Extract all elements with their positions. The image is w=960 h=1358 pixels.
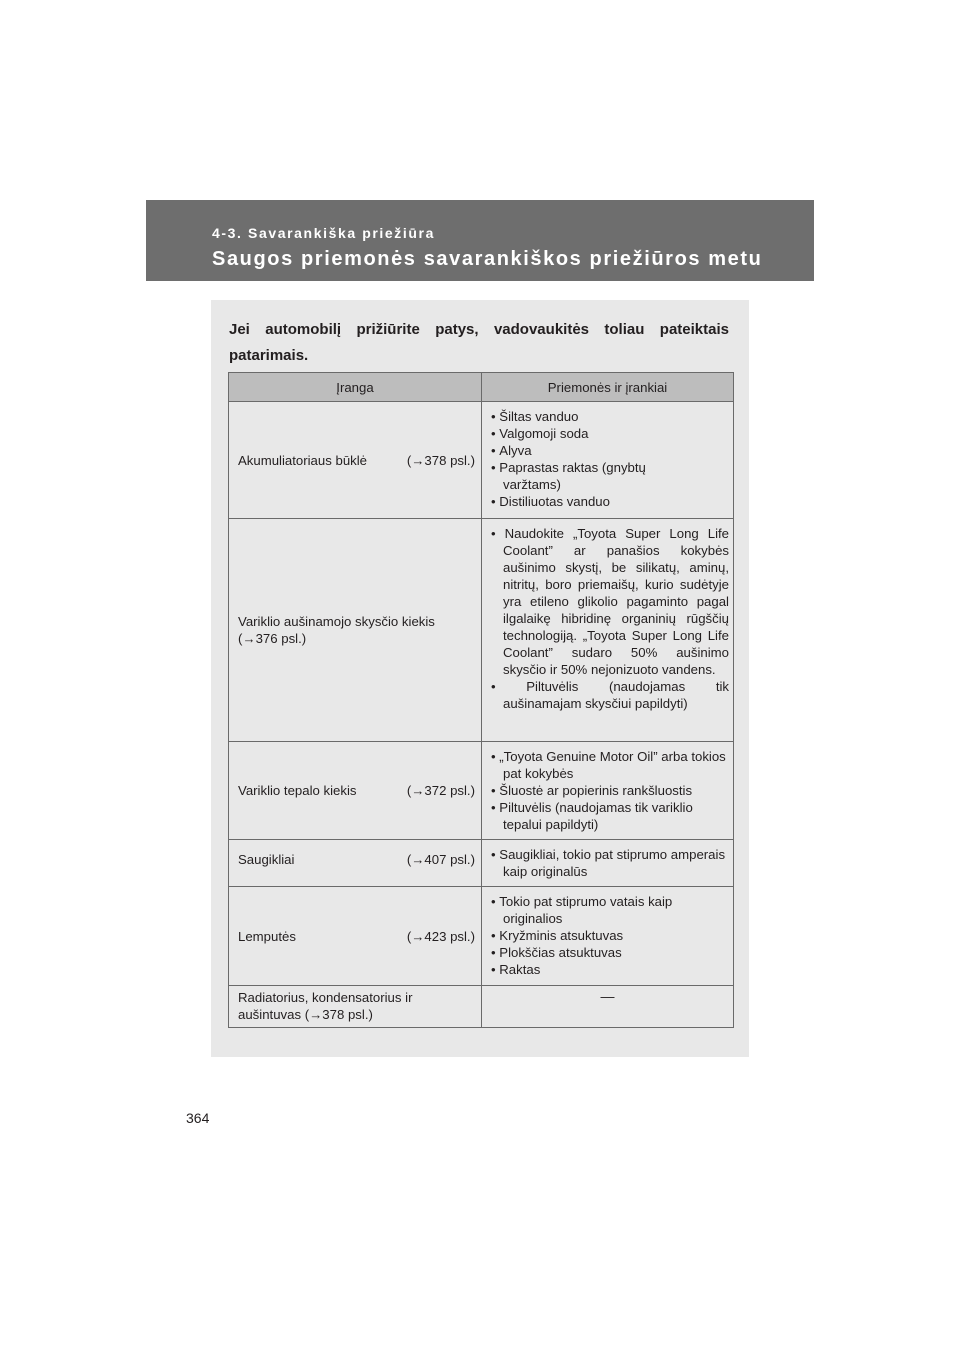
table-row	[229, 986, 734, 1028]
table-row	[229, 519, 734, 742]
list-item: • Raktas	[491, 961, 729, 978]
list-item: • Naudokite „Toyota Super Long Life Coolant” ar panašios kokybės aušinimo skystį, be silikatų, aminų, nitritų, boro priemaišų, kurio sudėtyje yra etileno glikolio pagaminto pagal ilgalaikę hibridinę organinių rūgščių technologiją. „Toyota Super Long Life Coolant” sudaro 50% aušinimo skysčio ir 50% nejonizuoto vandens.	[491, 525, 729, 678]
chapter-header	[146, 200, 814, 281]
empty-tools-cell: —	[482, 986, 734, 1028]
list-item: • Distiliuotas vanduo	[491, 493, 729, 510]
column-header-tools: Priemonės ir įrankiai	[482, 373, 734, 402]
equipment-cell	[229, 840, 482, 887]
list-item: • Šiltas vanduo	[491, 408, 729, 425]
table-row	[229, 402, 734, 519]
tools-cell	[482, 402, 734, 519]
content-box	[211, 300, 749, 1057]
intro-text: Jei automobilį prižiūrite patys, vadovaukitės toliau pateiktais patarimais.	[229, 321, 729, 364]
list-item: • Tokio pat stiprumo vatais kaip originalios	[491, 893, 729, 927]
page-reference: (→378 psl.)	[304, 1007, 373, 1022]
list-item: • Piltuvėlis (naudojamas tik aušinamajam skysčiui papildyti)	[491, 678, 729, 712]
tools-cell	[482, 519, 734, 742]
tools-cell	[482, 742, 734, 840]
equipment-cell	[229, 402, 482, 519]
equipment-name: Radiatorius, kondensatorius ir aušintuvas	[238, 990, 413, 1022]
equipment-name: Saugikliai	[238, 852, 295, 867]
column-header-equipment: Įranga	[229, 373, 482, 402]
page-number: 364	[186, 1110, 210, 1126]
page-reference: (→378 psl.)	[406, 452, 475, 468]
table-header-row	[229, 373, 734, 402]
page-title: Saugos priemonės savarankiškos priežiūros metu	[212, 248, 763, 270]
list-item: • Valgomoji soda	[491, 425, 729, 442]
page-reference: (→372 psl.)	[406, 783, 475, 798]
section-label: 4-3. Savarankiška priežiūra	[212, 225, 435, 241]
page-reference: (→376 psl.)	[238, 631, 307, 646]
equipment-name: Lemputės	[238, 928, 296, 944]
equipment-cell	[229, 887, 482, 986]
equipment-name: Akumuliatoriaus būklė	[238, 452, 368, 468]
equipment-name: Variklio aušinamojo skysčio kiekis	[238, 614, 435, 629]
equipment-name: Variklio tepalo kiekis	[238, 783, 357, 798]
list-item: • Paprastas raktas (gnybtų varžtams)	[491, 459, 729, 493]
equipment-cell	[229, 986, 482, 1028]
list-item: • Plokščias atsuktuvas	[491, 944, 729, 961]
tools-cell	[482, 840, 734, 887]
list-item: • Saugikliai, tokio pat stiprumo amperais kaip originalūs	[491, 846, 729, 880]
list-item: • Kryžminis atsuktuvas	[491, 927, 729, 944]
table-row	[229, 840, 734, 887]
equipment-cell	[229, 742, 482, 840]
table-row	[229, 887, 734, 986]
equipment-cell	[229, 519, 482, 742]
list-item: • Šluostė ar popierinis rankšluostis	[491, 782, 729, 799]
list-item: • „Toyota Genuine Motor Oil” arba tokios pat kokybės	[491, 748, 729, 782]
equipment-table	[228, 372, 734, 1028]
list-item: • Piltuvėlis (naudojamas tik variklio tepalui papildyti)	[491, 799, 729, 833]
page-reference: (→423 psl.)	[406, 928, 475, 944]
page-reference: (→407 psl.)	[406, 852, 475, 867]
tools-cell	[482, 887, 734, 986]
list-item: • Alyva	[491, 442, 729, 459]
table-row	[229, 742, 734, 840]
